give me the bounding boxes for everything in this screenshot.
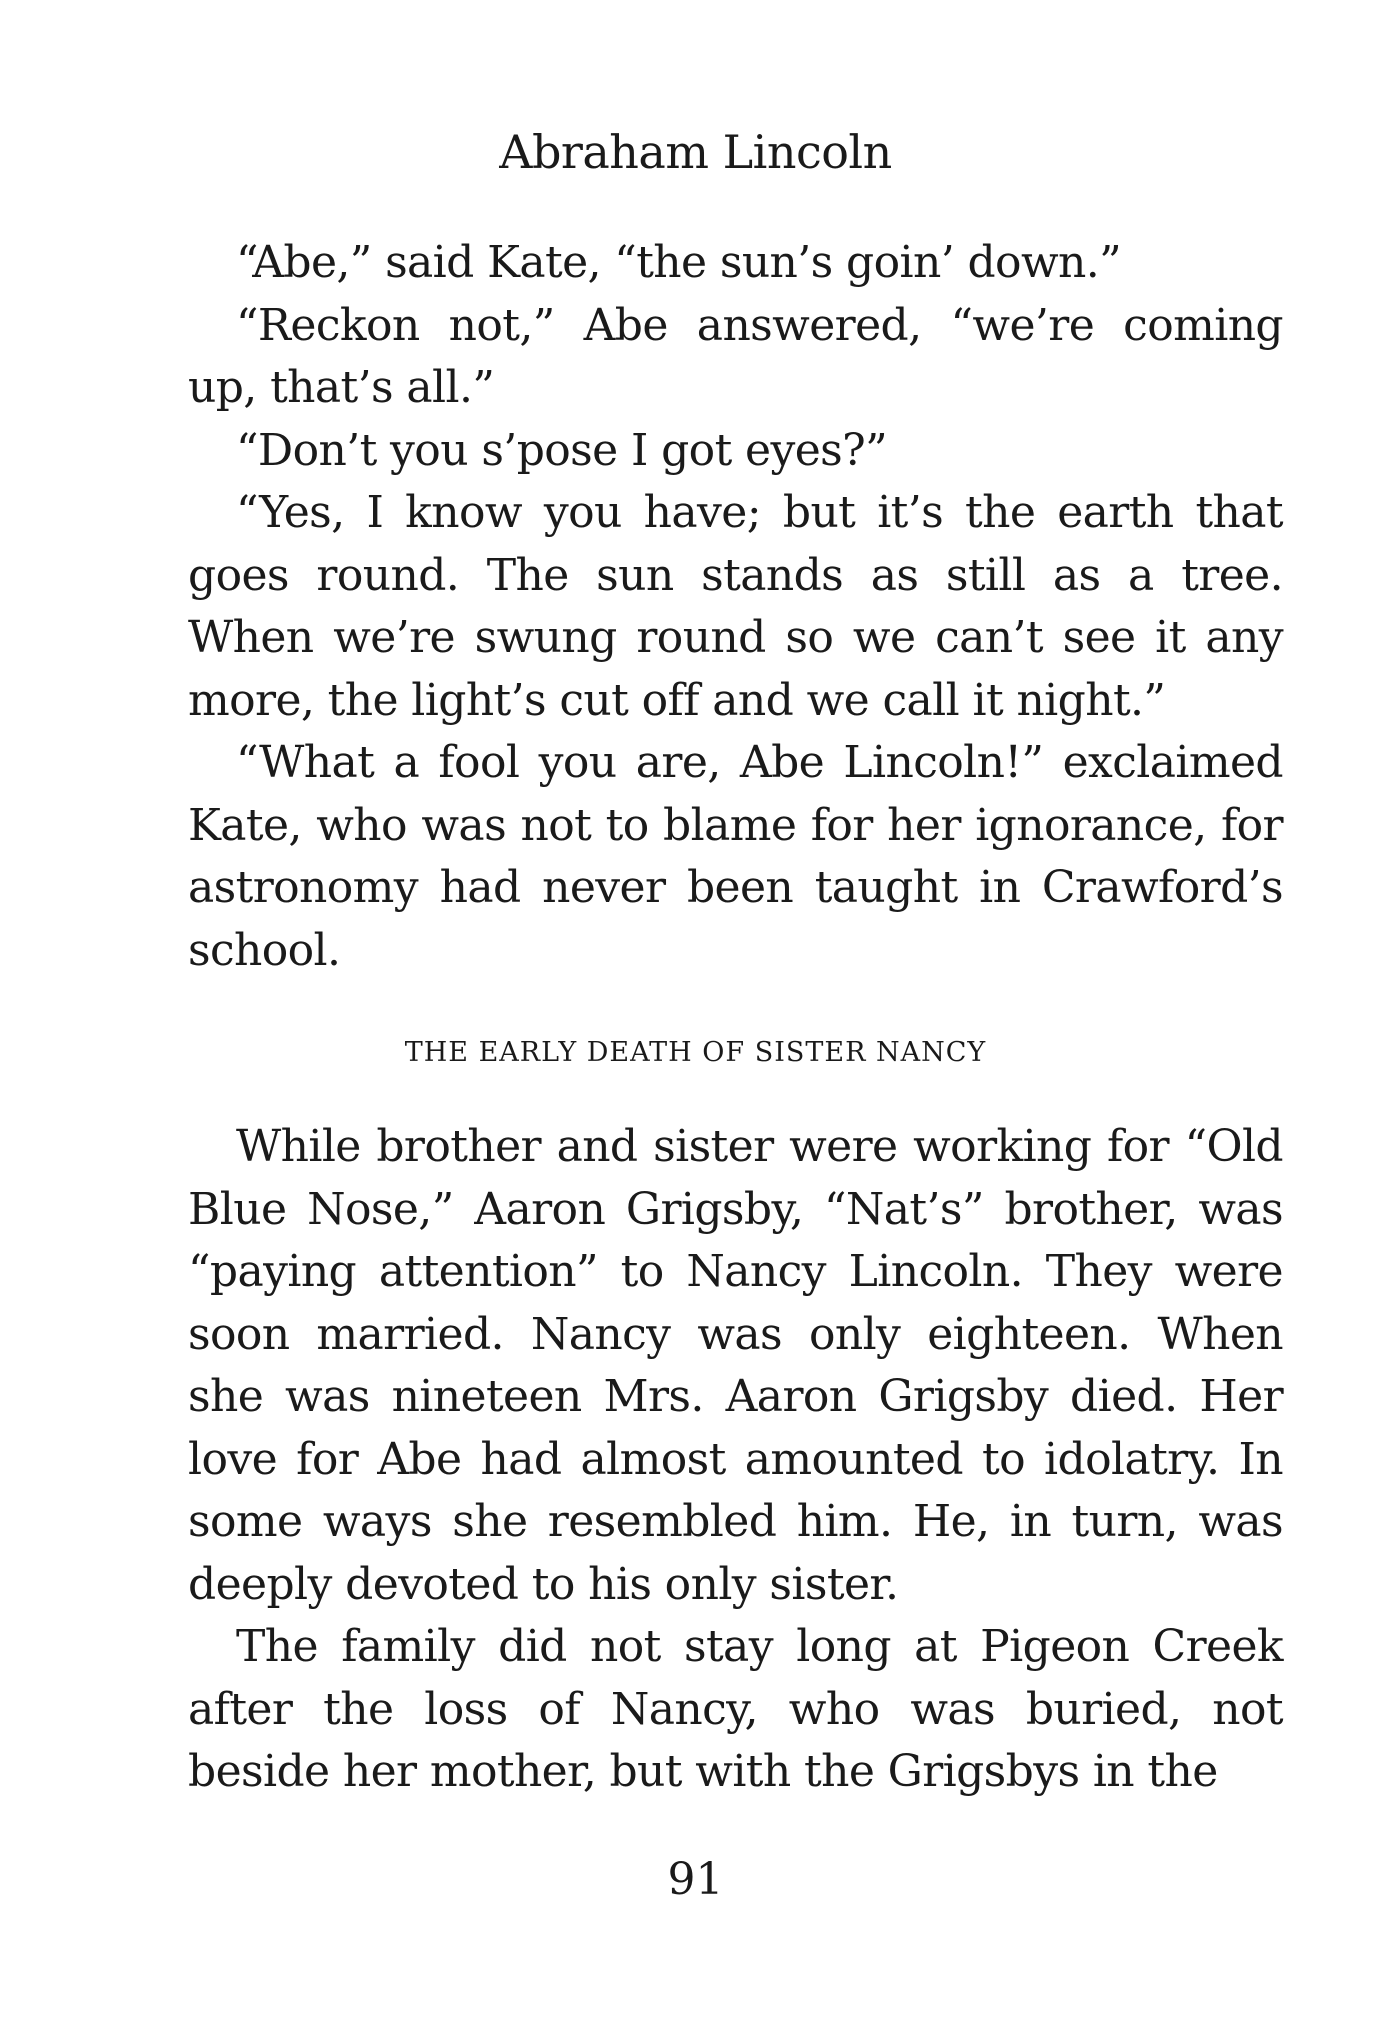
text-block-top [188, 232, 1283, 982]
page-number: 91 [667, 1854, 724, 1905]
paragraph: While brother and sister were working for “Old Blue Nose,” Aaron Grigsby, “Nat’s” brother, was “paying attention” to Nancy Lincoln. They were soon married. Nancy was only eighteen. When she was nineteen Mrs. Aaron Grigsby died. Her love for Abe had almost amounted to idolatry. In some ways she resembled him. He, in turn, was deeply devoted to his only sister. [188, 1121, 1283, 1610]
paragraph: “What a fool you are, Abe Lincoln!” exclaimed Kate, who was not to blame for her ignorance, for astronomy had never been taught in Crawford’s school. [188, 737, 1283, 976]
paragraph: “Reckon not,” Abe answered, “we’re coming up, that’s all.” [188, 299, 1283, 413]
section-heading: THE EARLY DEATH OF SISTER NANCY [404, 1037, 987, 1068]
paragraph: “Abe,” said Kate, “the sun’s goin’ down.” [236, 237, 1122, 288]
paragraph: “Yes, I know you have; but it’s the earth that goes round. The sun stands as still as a tree. When we’re swung round so we can’t see it any more, the light’s cut off and we call it night.” [188, 487, 1283, 726]
paragraph: The family did not stay long at Pigeon Creek after the loss of Nancy, who was buried, not beside her mother, but with the Grigsbys in the [188, 1621, 1283, 1797]
text-block-bottom [188, 1116, 1283, 1804]
running-head: Abraham Lincoln [499, 125, 892, 179]
paragraph: “Don’t you s’pose I got eyes?” [236, 424, 888, 476]
